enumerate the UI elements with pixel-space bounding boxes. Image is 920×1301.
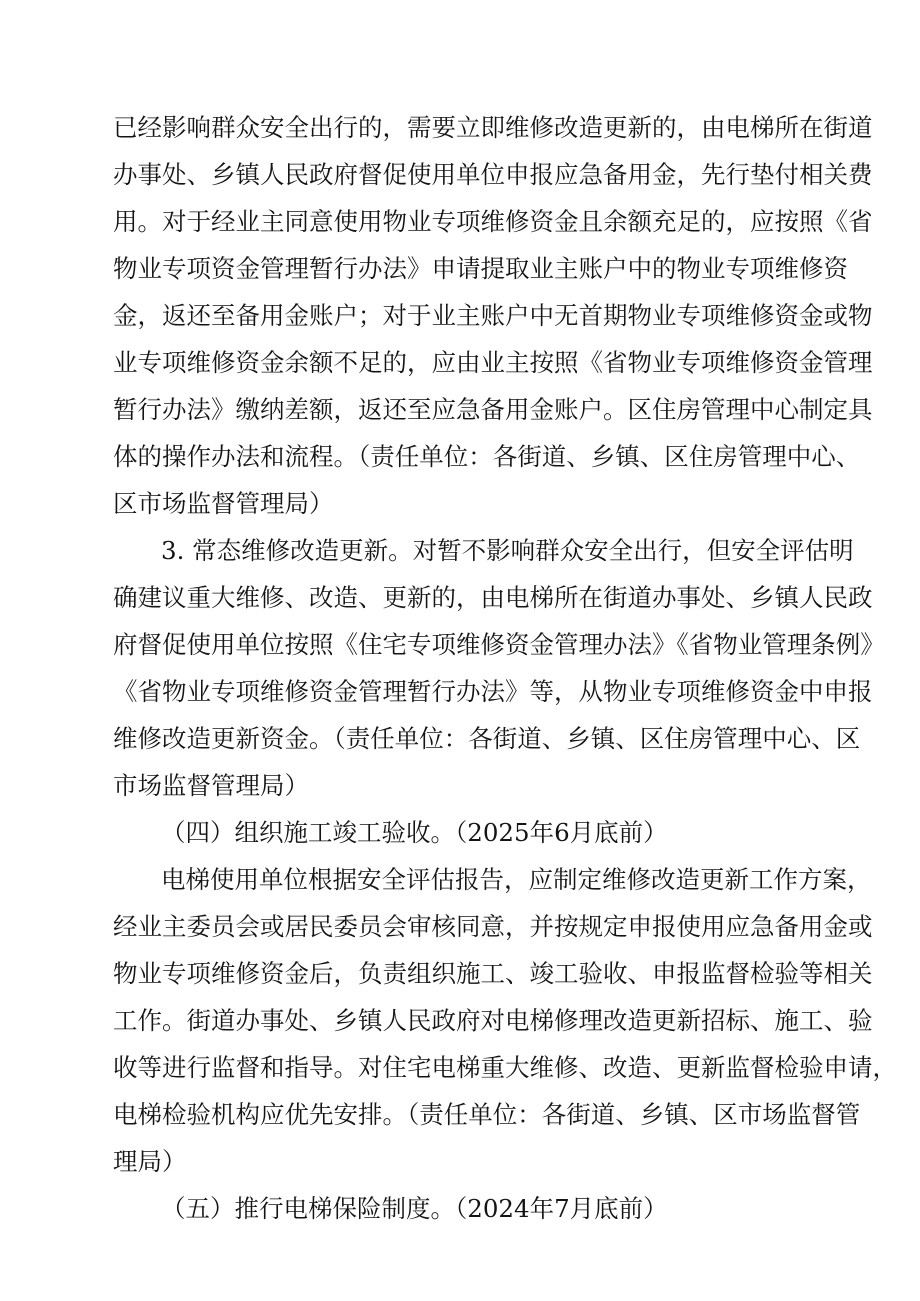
body-text-line: 体的操作办法和流程。（责任单位：各街道、乡镇、区住房管理中心、 xyxy=(113,442,861,471)
section-heading: （四）组织施工竣工验收。（2025年6月底前） xyxy=(161,818,668,847)
body-text-line: 用。对于经业主同意使用物业专项维修资金且余额充足的，应按照《省 xyxy=(113,207,873,236)
body-text-line: 电梯检验机构应优先安排。（责任单位：各街道、乡镇、区市场监督管 xyxy=(113,1100,861,1129)
body-text-line: 业专项维修资金余额不足的，应由业主按照《省物业专项维修资金管理 xyxy=(113,348,873,377)
body-text-line: 经业主委员会或居民委员会审核同意，并按规定申报使用应急备用金或 xyxy=(113,912,873,941)
body-text-line: 市场监督管理局） xyxy=(113,771,309,800)
body-text-line: 工作。街道办事处、乡镇人民政府对电梯修理改造更新招标、施工、验 xyxy=(113,1006,873,1035)
numbered-item-line: 3. 常态维修改造更新。对暂不影响群众安全出行，但安全评估明 xyxy=(161,536,854,565)
body-text-line: 理局） xyxy=(113,1147,187,1176)
body-text-line: 维修改造更新资金。（责任单位：各街道、乡镇、区住房管理中心、区 xyxy=(113,724,861,753)
body-text-line: 府督促使用单位按照《住宅专项维修资金管理办法》《省物业管理条例》 xyxy=(113,630,885,659)
body-text-line: 电梯使用单位根据安全评估报告，应制定维修改造更新工作方案， xyxy=(161,865,872,894)
section-heading: （五）推行电梯保险制度。（2024年7月底前） xyxy=(161,1194,668,1223)
body-text-line: 物业专项资金管理暂行办法》申请提取业主账户中的物业专项维修资 xyxy=(113,254,848,283)
body-text-line: 确建议重大维修、改造、更新的，由电梯所在街道办事处、乡镇人民政 xyxy=(113,583,873,612)
body-text-line: 办事处、乡镇人民政府督促使用单位申报应急备用金，先行垫付相关费 xyxy=(113,160,873,189)
body-text-line: 区市场监督管理局） xyxy=(113,489,334,518)
body-text-line: 收等进行监督和指导。对住宅电梯重大维修、改造、更新监督检验申请， xyxy=(113,1053,897,1082)
body-text-line: 《省物业专项维修资金管理暂行办法》等，从物业专项维修资金中申报 xyxy=(113,677,873,706)
body-text-line: 已经影响群众安全出行的，需要立即维修改造更新的，由电梯所在街道 xyxy=(113,113,873,142)
body-text-line: 暂行办法》缴纳差额，返还至应急备用金账户。区住房管理中心制定具 xyxy=(113,395,873,424)
body-text-line: 金，返还至备用金账户；对于业主账户中无首期物业专项维修资金或物 xyxy=(113,301,873,330)
body-text-line: 物业专项维修资金后，负责组织施工、竣工验收、申报监督检验等相关 xyxy=(113,959,873,988)
